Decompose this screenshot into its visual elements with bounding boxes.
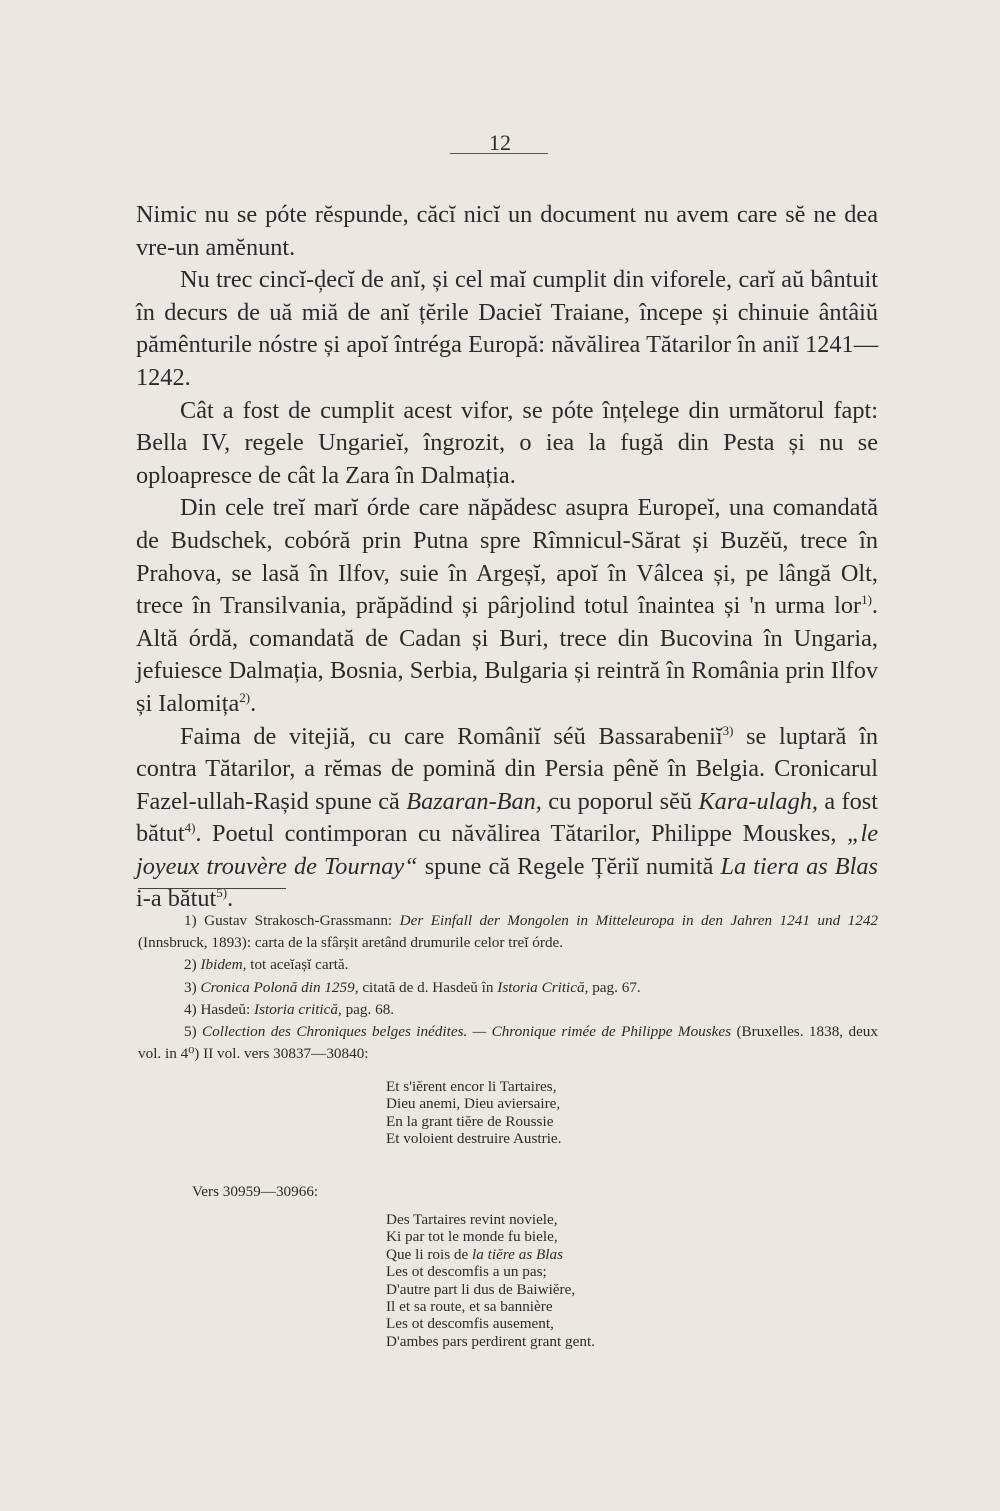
verse-2-line-7: Les ot descomfis ausement, xyxy=(386,1315,554,1333)
paragraph-5 xyxy=(136,721,878,917)
footnote-1-number: 1) xyxy=(184,912,197,929)
footnote-1 xyxy=(138,910,878,954)
verse-2-line-4: Les ot descomfis a un pas; xyxy=(386,1263,547,1281)
footnote-2-number: 2) xyxy=(184,956,197,974)
verse-2-line-5: D'autre part li dus de Baiwiĕre, xyxy=(386,1280,576,1298)
footnote-ref-2: 2) xyxy=(239,689,251,705)
footnote-3-title-2: Istoria Critică, xyxy=(497,978,589,996)
page-number-rule xyxy=(450,153,548,154)
footnotes xyxy=(138,910,878,1065)
footnote-3-number: 3) xyxy=(184,978,197,996)
footnote-2-ibidem: Ibidem, xyxy=(196,956,247,974)
footnote-2-text: tot aceĭașĭ cartă. xyxy=(246,956,349,974)
paragraph-5-text-d: a fost bătut xyxy=(136,787,878,848)
verse-2-line-6: Il et sa route, et sa bannière xyxy=(386,1298,553,1316)
page-number: 12 xyxy=(489,130,511,155)
italic-kara-ulagh: Kara-ulagh, xyxy=(698,787,818,815)
footnote-ref-5: 5) xyxy=(216,885,228,901)
verse-quote-2 xyxy=(386,1211,595,1350)
footnote-1-text-b: (Innsbruck, 1893): carta de la sfârșit aretând drumurile celor treĭ órde. xyxy=(138,934,564,952)
verse-2-line-8: D'ambes pars perdirent grant gent. xyxy=(386,1332,595,1350)
italic-la-tiera-as-blas: La tiera as Blas xyxy=(720,852,878,880)
footnote-5-text: (Bruxelles. 1838, deux vol. in 4⁰) II vol. vers 30837—30840: xyxy=(138,1023,878,1063)
footnote-4-title: Istoria critică, xyxy=(254,1000,342,1018)
footnote-rule xyxy=(138,888,286,889)
footnote-3 xyxy=(138,977,878,999)
paragraph-4-text-c: . xyxy=(250,689,257,717)
paragraph-5-text-h: . xyxy=(227,885,234,913)
paragraph-4-text-a: Din cele treĭ marĭ órde care năpădesc asupra Europeĭ, una comandată de Budschek, cobóră prin Putna spre Rîmnicul-Sărat și Buzĕŭ, trece în Prahova, se lasă în Ilfov, suie în Argeșĭ, apoĭ în Vâlcea și, pe lângă Olt, trece în Transilvania, prăpădind și pârjolind totul înaintea și 'n urma lor xyxy=(136,494,878,620)
footnote-3-title: Cronica Polonă din 1259, xyxy=(196,978,359,996)
footnote-1-title: Der Einfall der Mongolen in Mitteleuropa in den Jahren 1241 und 1242 xyxy=(399,912,879,929)
paragraph-5-text-c: cu poporul sĕŭ xyxy=(541,787,699,815)
paragraph-5-text-f: spune că Regele Țĕriĭ numită xyxy=(417,852,721,880)
footnote-4-text-b: pag. 68. xyxy=(341,1000,395,1018)
verse-quote-1 xyxy=(386,1078,561,1148)
footnote-5-number: 5) xyxy=(184,1023,197,1041)
verse-2-line-2: Ki par tot le monde fu biele, xyxy=(386,1228,558,1246)
verse-1-line-4: Et voloient destruire Austrie. xyxy=(386,1130,562,1148)
footnote-5-title: Collection des Chroniques belges inédites. — Chronique rimée de Philippe Mouskes xyxy=(196,1023,732,1041)
verse-2-line-3-italic: la tiĕre as Blas xyxy=(472,1245,564,1263)
paragraph-4 xyxy=(136,492,878,720)
footnote-ref-1: 1) xyxy=(861,592,872,608)
verse-1-line-2: Dieu anemi, Dieu aviersaire, xyxy=(386,1095,561,1113)
footnote-2 xyxy=(138,954,878,976)
paragraph-5-text-e: . Poetul contimporan cu năvălirea Tătarilor, Philippe Mouskes, xyxy=(195,820,847,848)
verse-2-line-3-text: Que li rois de xyxy=(386,1245,473,1263)
verse-1-line-1: Et s'iĕrent encor li Tartaires, xyxy=(386,1078,557,1095)
paragraph-2: Nu trec cincĭ-ḑecĭ de anĭ, și cel maĭ cumplit din viforele, carĭ aŭ bântuit în decurs de uă miă de anĭ țĕrile Dacieĭ Traiane, începe și chinuie ântâiŭ pămênturile nóstre și apoĭ întréga Europă: năvălirea Tătarilor în aniĭ 1241—1242. xyxy=(136,266,878,391)
verse-2-line-3 xyxy=(386,1246,595,1263)
footnote-3-text-a: citată de d. Hasdeŭ în xyxy=(358,978,498,996)
verse-1-line-3: En la grant tiĕre de Roussie xyxy=(386,1112,554,1130)
verse-reference-label: Vers 30959—30966: xyxy=(192,1183,319,1200)
italic-joyeux-trouvere: „le joyeux trouvère de Tournay“ xyxy=(136,820,878,880)
footnote-5 xyxy=(138,1021,878,1065)
paragraph-1: Nimic nu se póte rĕspunde, căcĭ nicĭ un document nu avem care sĕ ne dea vre-un amĕnunt. xyxy=(136,201,878,261)
paragraph-5-text-g: i-a bătut xyxy=(136,885,217,913)
paragraph-3: Cât a fost de cumplit acest vifor, se póte înțelege din următorul fapt: Bella IV, regele Ungarieĭ, îngrozit, o iea la fugă din Pesta și nu se oploapresce de cât la Zara în Dalmația. xyxy=(136,396,878,489)
paragraph-4-text-b: . Altă órdă, comandată de Cadan și Buri, trece din Bucovina în Ungaria, jefuiesce Dalmația, Bosnia, Serbia, Bulgaria și reintră în România prin Ilfov și Ialomița xyxy=(136,592,878,717)
paragraph-5-text-a: Faima de vitejiă, cu care Româniĭ séŭ Bassarabeniĭ xyxy=(180,722,723,750)
footnote-ref-4: 4) xyxy=(184,820,196,836)
verse-2-line-1: Des Tartaires revint noviele, xyxy=(386,1211,558,1228)
footnote-3-text-b: pag. 67. xyxy=(588,978,641,996)
main-text xyxy=(136,199,878,916)
footnote-4 xyxy=(138,999,878,1021)
footnote-4-number: 4) xyxy=(184,1000,197,1018)
italic-bazaran-ban: Bazaran-Ban, xyxy=(406,787,542,815)
footnote-4-text-a: Hasdeŭ: xyxy=(196,1000,255,1018)
footnote-1-text-a: Gustav Strakosch-Grassmann: xyxy=(196,912,400,929)
paragraph-5-text-b: se luptară în contra Tătarilor, a rĕmas de pomină din Persia pênĕ în Belgia. Cronicarul Fazel-ullah-Rașid spune că xyxy=(136,722,878,815)
footnote-ref-3: 3) xyxy=(722,722,734,738)
